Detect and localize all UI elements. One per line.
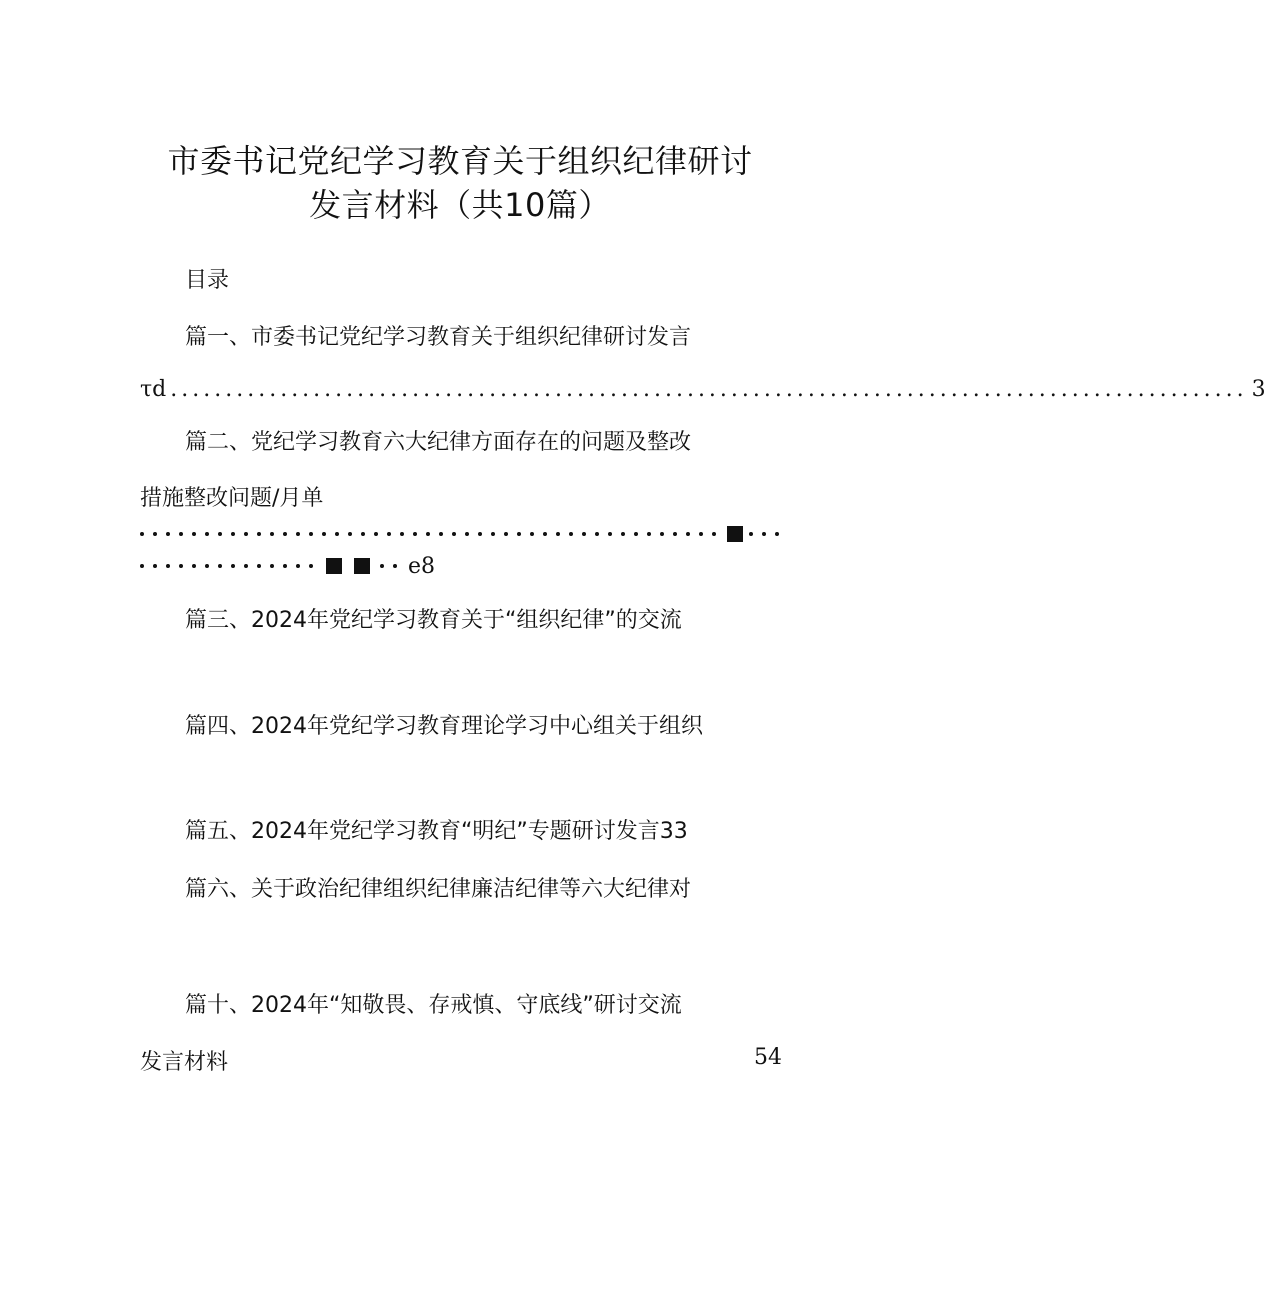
toc-entry-1-page: 3: [1251, 376, 1266, 402]
toc-entry-2-continuation: 措施整改问题/月单: [140, 486, 324, 511]
toc-entry-6: 篇六、关于政治纪律组织纪律廉洁纪律等六大纪律对: [185, 877, 692, 902]
dot-leader: ..................................................................................................: [170, 376, 1248, 402]
document-title-line-2: 发言材料（共10篇）: [309, 186, 611, 224]
toc-entry-3: 篇三、2024年党纪学习教育关于“组织纪律”的交流: [185, 608, 682, 633]
toc-entry-10-page: 54: [754, 1045, 782, 1070]
toc-entry-1: 篇一、市委书记党纪学习教育关于组织纪律研讨发言: [185, 325, 692, 350]
toc-entry-2-leader-row-2: [140, 553, 435, 579]
toc-entry-2: 篇二、党纪学习教育六大纪律方面存在的问题及整改: [185, 430, 692, 455]
document-title-line-1: 市委书记党纪学习教育关于组织纪律研讨: [167, 142, 753, 180]
toc-entry-2-leader-tail: e8: [408, 553, 436, 579]
toc-entry-1-leader: [140, 374, 1266, 404]
toc-heading: 目录: [185, 268, 230, 293]
toc-entry-4: 篇四、2024年党纪学习教育理论学习中心组关于组织: [185, 714, 703, 739]
toc-entry-5: 篇五、2024年党纪学习教育“明纪”专题研讨发言33: [185, 819, 688, 844]
toc-entry-2-leader-row-1: [140, 521, 788, 547]
toc-entry-10: 篇十、2024年“知敬畏、存戒慎、守底线”研讨交流: [185, 993, 682, 1018]
toc-entry-10-continuation: 发言材料: [140, 1050, 229, 1075]
toc-entry-1-prefix: τd: [140, 376, 167, 402]
